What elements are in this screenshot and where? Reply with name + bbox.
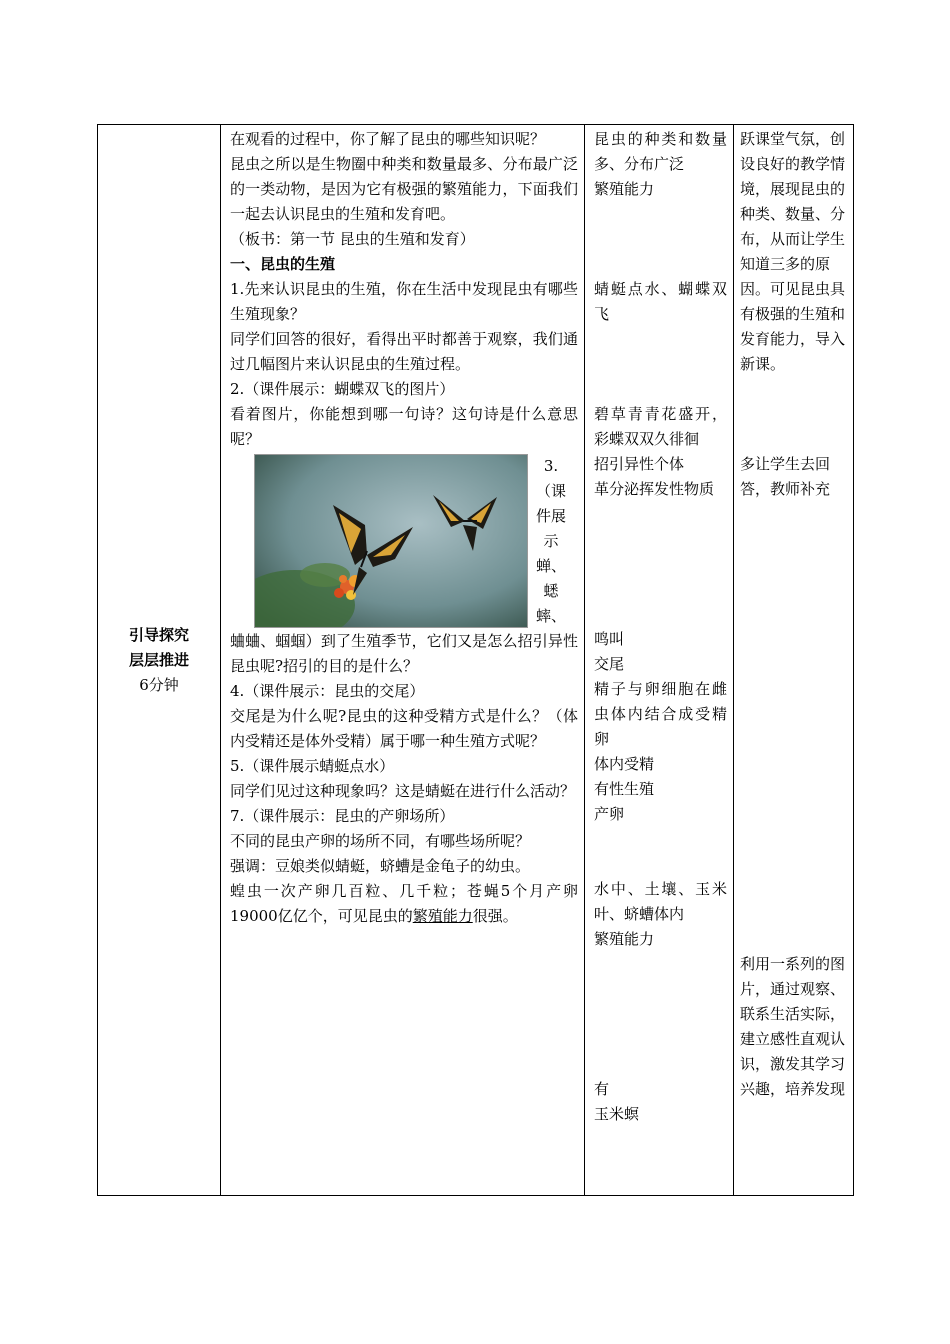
student-line: 体内受精	[594, 755, 655, 773]
student-line: 招引异性个体	[594, 455, 685, 473]
stage-duration: 6分钟	[139, 675, 179, 694]
student-line: 鸣叫	[594, 630, 625, 648]
teacher-line: 4.（课件展示：昆虫的交尾）	[230, 682, 425, 700]
student-line: 精子与卵细胞在雌虫体内结合成受精卵	[594, 680, 727, 748]
stage-title-1: 引导探究	[128, 625, 189, 644]
teacher-activity-cell	[221, 125, 585, 1196]
teacher-line: 不同的昆虫产卵的场所不同，有哪些场所呢？	[230, 832, 531, 850]
teacher-line: 7.（课件展示：昆虫的产卵场所）	[230, 807, 455, 825]
butterfly-photo	[254, 454, 528, 628]
intent-text: 利用一系列的图片，通过观察、联系生活实际，建立感性直观认识，激发其学习兴趣，培养发现	[740, 955, 846, 1098]
teacher-line: 1.先来认识昆虫的生殖，你在生活中发现昆虫有哪些生殖现象？	[230, 280, 578, 323]
student-line: 玉米螟	[594, 1105, 640, 1123]
side-caption: 3.（课件展示蝉、蟋蟀、	[536, 457, 567, 625]
student-line: 昆虫的种类和数量多、分布广泛	[594, 130, 727, 173]
image-row	[230, 454, 578, 629]
student-activity-cell	[585, 125, 734, 1196]
teacher-line: 同学们见过这种现象吗？这是蜻蜓在进行什么活动？	[230, 782, 576, 800]
teacher-text: 很强。	[472, 907, 518, 925]
teacher-line	[230, 879, 578, 929]
student-line: 繁殖能力	[594, 180, 655, 198]
intent-text: 跃课堂气氛，创设良好的教学情境，展现昆虫的种类、数量、分布，从而让学生知道三多的原因。可见昆虫具有极强的生殖和发育能力，导入新课。	[740, 130, 846, 373]
student-line: 碧草青青花盛开，彩蝶双双久徘徊	[594, 405, 727, 448]
teacher-line: 昆虫之所以是生物圈中种类和数量最多、分布最广泛的一类动物，是因为它有极强的繁殖能力，下面我们一起去认识昆虫的生殖和发育吧。	[230, 155, 578, 223]
intent-text: 多让学生去回答，教师补充	[740, 455, 831, 498]
teacher-line: 看着图片，你能想到哪一句诗？这句诗是什么意思呢？	[230, 405, 578, 448]
student-line: 有	[594, 1080, 610, 1098]
teacher-line: 2.（课件展示：蝴蝶双飞的图片）	[230, 380, 455, 398]
teacher-line: 在观看的过程中，你了解了昆虫的哪些知识呢？	[230, 130, 546, 148]
teacher-line: 蛐蛐、蝈蝈）到了生殖季节，它们又是怎么招引异性昆虫呢?招引的目的是什么？	[230, 632, 578, 675]
student-line: 革分泌挥发性物质	[594, 480, 715, 498]
board-note: （板书：第一节 昆虫的生殖和发育）	[230, 230, 475, 248]
teacher-line: 5.（课件展示蜻蜓点水）	[230, 757, 395, 775]
student-line: 水中、土壤、玉米叶、蛴螬体内	[594, 880, 727, 923]
teacher-line: 交尾是为什么呢?昆虫的这种受精方式是什么？（体内受精还是体外受精）属于哪一种生殖方式呢？	[230, 707, 578, 750]
stage-title-2: 层层推进	[128, 650, 189, 669]
student-line: 产卵	[594, 805, 625, 823]
teacher-line: 同学们回答的很好，看得出平时都善于观察，我们通过几幅图片来认识昆虫的生殖过程。	[230, 330, 578, 373]
student-line: 蜻蜓点水、蝴蝶双飞	[594, 280, 727, 323]
stage-cell	[98, 125, 221, 1196]
lesson-plan-table	[97, 124, 854, 1196]
design-intent-cell	[734, 125, 854, 1196]
section-heading: 一、昆虫的生殖	[230, 255, 336, 273]
student-line: 交尾	[594, 655, 625, 673]
teacher-line: 强调：豆娘类似蜻蜓，蛴螬是金龟子的幼虫。	[230, 857, 531, 875]
underlined-term: 繁殖能力	[412, 907, 473, 925]
student-line: 有性生殖	[594, 780, 655, 798]
teacher-text: 蝗虫一次产卵几百粒、几千粒；苍蝇5个月产卵19000亿亿个，可见昆虫的	[230, 882, 578, 925]
student-line: 繁殖能力	[594, 930, 655, 948]
